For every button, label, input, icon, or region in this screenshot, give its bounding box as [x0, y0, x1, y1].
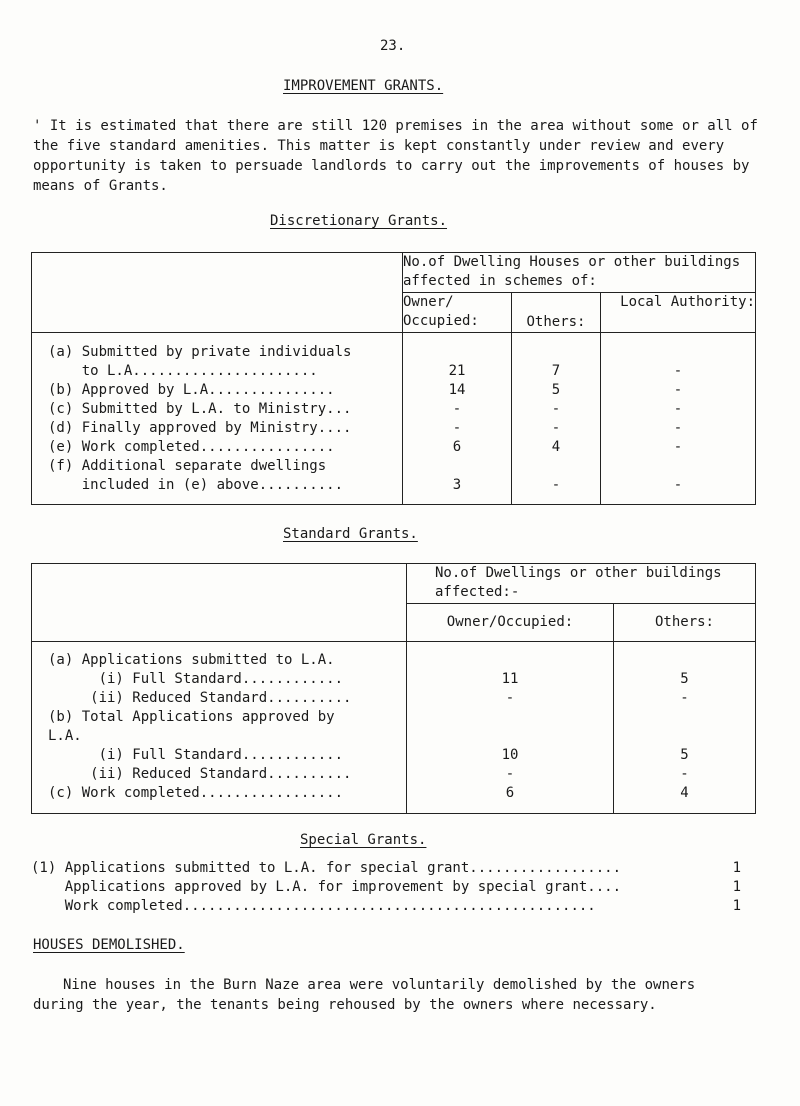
cell-local: -	[673, 401, 683, 417]
row-label: (ii) Reduced Standard..........	[48, 766, 352, 782]
cell-others: -	[551, 420, 561, 436]
cell-owner: 6	[505, 785, 515, 801]
standard-labels	[32, 642, 407, 814]
cell-owner	[403, 343, 511, 362]
row-label: L.A.	[48, 728, 82, 744]
row-label: (a) Submitted by private individuals	[48, 344, 352, 360]
cell-others: 4	[680, 785, 689, 801]
row-label: (i) Full Standard............	[48, 671, 344, 687]
row-label: (a) Applications submitted to L.A.	[48, 652, 335, 668]
standard-group-header: No.of Dwellings or other buildings affected:-	[407, 564, 756, 604]
cell-owner: -	[505, 690, 515, 706]
cell-owner	[407, 727, 613, 746]
special-list	[31, 859, 741, 916]
discretionary-others-values	[512, 333, 601, 505]
cell-others	[614, 727, 755, 746]
cell-others: -	[680, 766, 689, 782]
row-label: (i) Full Standard............	[48, 747, 344, 763]
cell-local: -	[673, 363, 683, 379]
cell-others: 7	[551, 363, 561, 379]
special-heading: Special Grants.	[300, 832, 427, 848]
cell-owner	[403, 457, 511, 476]
cell-owner: -	[452, 420, 462, 436]
row-label: (f) Additional separate dwellings	[48, 458, 327, 474]
cell-local: -	[673, 420, 683, 436]
std-col-others: Others:	[614, 604, 756, 642]
demolished-paragraph: Nine houses in the Burn Naze area were voluntarily demolished by the owners during the year, the tenants being rehoused by the owners where necessary.	[33, 977, 696, 1013]
cell-others: 4	[551, 439, 561, 455]
row-label: (e) Work completed................	[48, 439, 335, 455]
discretionary-heading: Discretionary Grants.	[270, 213, 448, 229]
cell-others: 5	[680, 747, 689, 763]
cell-owner: 14	[448, 382, 466, 398]
col-local-authority: Local Authority:	[601, 293, 756, 333]
cell-local	[601, 457, 755, 476]
cell-owner: 6	[452, 439, 462, 455]
cell-others: 5	[680, 671, 689, 687]
cell-owner: -	[452, 401, 462, 417]
row-label: (c) Submitted by L.A. to Ministry...	[48, 401, 352, 417]
special-line-text: Work completed.................................................	[31, 898, 596, 914]
discretionary-labels	[32, 333, 403, 505]
cell-others	[512, 457, 600, 476]
standard-table	[31, 563, 756, 814]
discretionary-corner-cell	[32, 253, 403, 333]
cell-others: 5	[551, 382, 561, 398]
row-label: (b) Total Applications approved by	[48, 709, 335, 725]
special-line-text: (1) Applications submitted to L.A. for special grant..................	[31, 860, 622, 876]
standard-others-values	[614, 642, 756, 814]
discretionary-local-values	[601, 333, 756, 505]
special-line	[31, 878, 741, 897]
row-label: included in (e) above..........	[48, 477, 344, 493]
cell-local: -	[673, 477, 683, 493]
cell-owner: -	[505, 766, 515, 782]
cell-others: -	[680, 690, 689, 706]
intro-paragraph: ' It is estimated that there are still 120 premises in the area without some or all of the five standard amenities. This matter is kept constantly under review and every opportunity is taken to persuade landlords to carry out the improvements of houses by means of Grants.	[33, 118, 758, 194]
standard-corner-cell	[32, 564, 407, 642]
row-label: (b) Approved by L.A...............	[48, 382, 335, 398]
cell-others	[614, 651, 755, 670]
special-line-value: 1	[732, 898, 741, 914]
standard-owner-values	[407, 642, 614, 814]
cell-owner: 3	[452, 477, 462, 493]
cell-others: -	[551, 401, 561, 417]
special-line	[31, 897, 741, 916]
cell-owner: 10	[501, 747, 519, 763]
discretionary-table	[31, 252, 756, 505]
row-label: to L.A......................	[48, 363, 318, 379]
cell-local: -	[673, 439, 683, 455]
page-number: 23.	[380, 38, 406, 54]
special-line	[31, 859, 741, 878]
cell-others: -	[551, 477, 561, 493]
cell-owner	[407, 651, 613, 670]
std-col-owner-occupied: Owner/Occupied:	[407, 604, 614, 642]
discretionary-group-header: No.of Dwelling Houses or other buildings affected in schemes of:	[403, 253, 756, 293]
col-owner-occupied: Owner/ Occupied:	[403, 293, 512, 333]
demolished-heading: HOUSES DEMOLISHED.	[33, 937, 185, 953]
standard-heading: Standard Grants.	[283, 526, 418, 542]
special-line-text: Applications approved by L.A. for improvement by special grant....	[31, 879, 622, 895]
col-others: Others:	[512, 293, 601, 333]
page-title: IMPROVEMENT GRANTS.	[283, 78, 444, 94]
cell-local	[601, 343, 755, 362]
cell-owner	[407, 708, 613, 727]
cell-owner: 21	[448, 363, 466, 379]
row-label: (ii) Reduced Standard..........	[48, 690, 352, 706]
cell-others	[614, 708, 755, 727]
discretionary-owner-values	[403, 333, 512, 505]
cell-others	[512, 343, 600, 362]
row-label: (c) Work completed.................	[48, 785, 344, 801]
cell-owner: 11	[501, 671, 519, 687]
row-label: (d) Finally approved by Ministry....	[48, 420, 352, 436]
cell-local: -	[673, 382, 683, 398]
special-line-value: 1	[732, 860, 741, 876]
special-line-value: 1	[732, 879, 741, 895]
